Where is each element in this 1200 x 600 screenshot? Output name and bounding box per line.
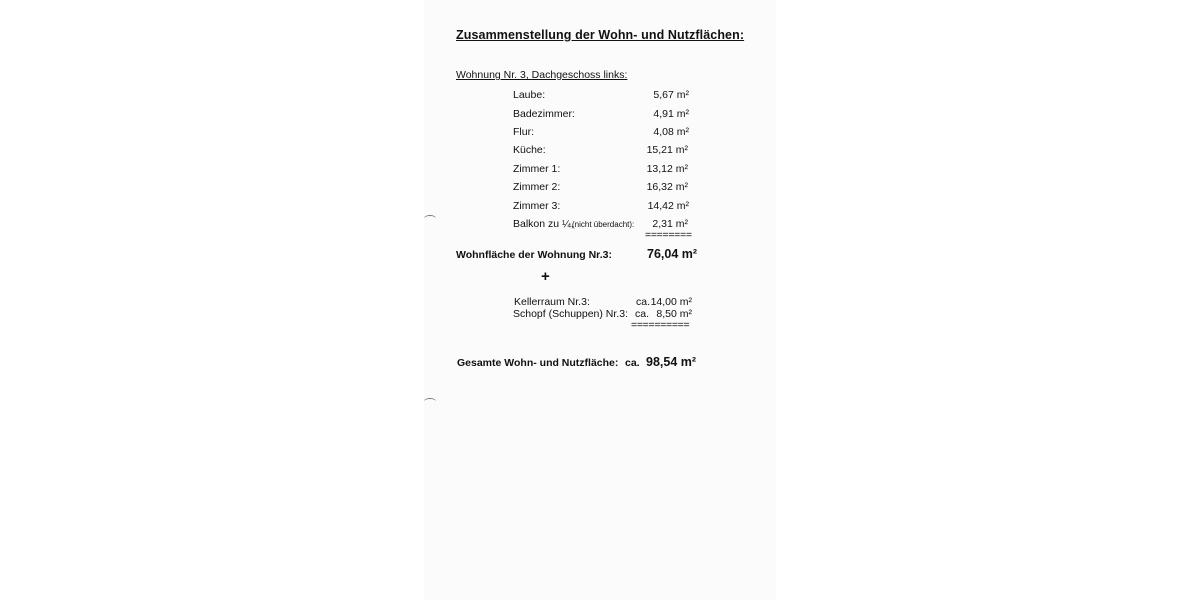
room-value: 14,42 m² xyxy=(647,200,689,212)
room-note: (nicht überdacht): xyxy=(572,220,635,229)
total-area-label: Gesamte Wohn- und Nutzfläche: xyxy=(457,357,619,369)
document-title: Zusammenstellung der Wohn- und Nutzflächen: xyxy=(456,28,745,42)
room-label: Flur: xyxy=(513,126,534,138)
extra-ca: ca. xyxy=(635,308,650,320)
room-value: 4,91 m² xyxy=(653,108,689,120)
room-label: Laube: xyxy=(513,89,546,101)
punch-hole-mark xyxy=(424,215,436,222)
total-area-value: 98,54 m² xyxy=(646,355,697,369)
room-value: 2,31 m² xyxy=(652,218,688,230)
room-value: 15,21 m² xyxy=(646,144,688,156)
sum-rule: ======== xyxy=(645,229,692,241)
room-value: 4,08 m² xyxy=(653,126,689,138)
punch-hole-mark xyxy=(424,398,436,405)
room-label: Badezimmer: xyxy=(513,108,575,120)
room-value: 5,67 m² xyxy=(653,89,689,101)
living-area-value: 76,04 m² xyxy=(647,247,698,261)
room-label: Küche: xyxy=(513,144,546,156)
extra-label: Kellerraum Nr.3: xyxy=(514,296,590,308)
extra-label: Schopf (Schuppen) Nr.3: xyxy=(513,308,628,320)
extra-ca: ca. xyxy=(636,296,651,308)
total-rule: ========== xyxy=(631,319,690,331)
living-area-label: Wohnfläche der Wohnung Nr.3: xyxy=(456,249,612,261)
room-label: Balkon zu ¼, xyxy=(513,218,574,230)
extra-value: 14,00 m² xyxy=(650,296,692,308)
total-ca: ca. xyxy=(625,357,640,369)
room-value: 13,12 m² xyxy=(646,163,688,175)
room-label: Zimmer 1: xyxy=(513,163,561,175)
room-label: Zimmer 2: xyxy=(513,181,561,193)
plus-sign: + xyxy=(541,268,550,285)
extra-value: 8,50 m² xyxy=(656,308,692,320)
room-value: 16,32 m² xyxy=(646,181,688,193)
room-label: Zimmer 3: xyxy=(513,200,561,212)
document-page xyxy=(424,0,776,600)
apartment-subtitle: Wohnung Nr. 3, Dachgeschoss links: xyxy=(456,69,628,81)
